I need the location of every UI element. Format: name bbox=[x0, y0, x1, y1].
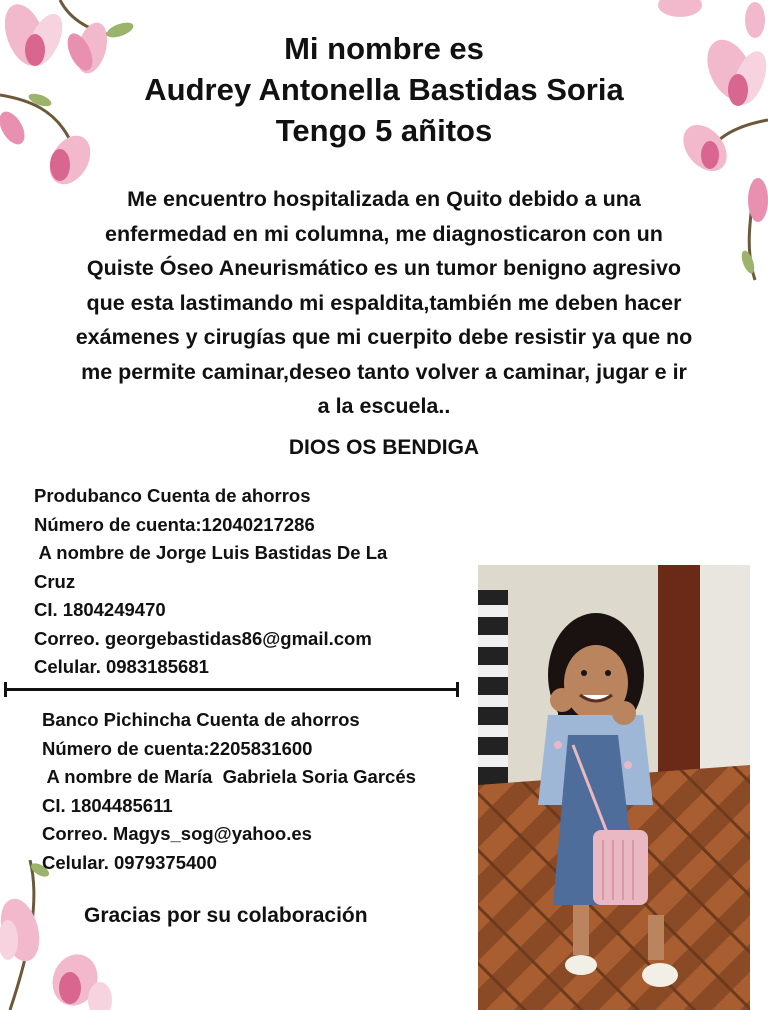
poster-title bbox=[0, 28, 768, 151]
title-line-1: Mi nombre es bbox=[284, 31, 484, 66]
id-number: CI. 1804249470 bbox=[34, 599, 166, 620]
phone: Celular. 0983185681 bbox=[34, 656, 209, 677]
bank-name: Produbanco Cuenta de ahorros bbox=[34, 485, 311, 506]
message-paragraph bbox=[0, 182, 768, 424]
account-info-produbanco bbox=[34, 482, 387, 682]
account-number: Número de cuenta:12040217286 bbox=[34, 513, 315, 535]
email: Correo. Magys_sog@yahoo.es bbox=[42, 823, 312, 844]
message-line: exámenes y cirugías que mi cuerpito debe resistir ya que no bbox=[75, 325, 693, 349]
message-line: me permite caminar,deseo tanto volver a caminar, jugar e ir bbox=[81, 359, 687, 384]
account-info-pichincha bbox=[42, 706, 416, 877]
title-name: Audrey Antonella Bastidas Soria bbox=[144, 72, 624, 107]
account-holder: A nombre de Jorge Luis Bastidas De La bbox=[34, 542, 388, 563]
account-holder-cont: Cruz bbox=[34, 570, 76, 592]
email: Correo. georgebastidas86@gmail.com bbox=[34, 627, 372, 649]
section-divider bbox=[4, 688, 459, 691]
thanks-message: Gracias por su colaboración bbox=[84, 904, 368, 927]
child-photo bbox=[478, 565, 750, 1010]
message-line: a la escuela.. bbox=[317, 394, 451, 418]
phone: Celular. 0979375400 bbox=[42, 851, 217, 873]
id-number: CI. 1804485611 bbox=[42, 794, 173, 816]
message-line: Quiste Óseo Aneurismático es un tumor benigno agresivo bbox=[86, 256, 682, 280]
bank-name: Banco Pichincha Cuenta de ahorros bbox=[42, 709, 360, 730]
message-line: enfermedad en mi columna, me diagnosticaron con un bbox=[105, 221, 663, 246]
magnolia-bottom-left-icon bbox=[0, 860, 120, 1010]
blessing-heading: DIOS OS BENDIGA bbox=[288, 436, 480, 459]
title-age: Tengo 5 añitos bbox=[275, 113, 493, 148]
message-line: que esta lastimando mi espaldita,también me deben hacer bbox=[86, 290, 682, 315]
account-holder: A nombre de María Gabriela Soria Garcés bbox=[42, 766, 416, 787]
message-line: Me encuentro hospitalizada en Quito debido a una bbox=[127, 187, 641, 211]
account-number: Número de cuenta:2205831600 bbox=[42, 737, 313, 759]
